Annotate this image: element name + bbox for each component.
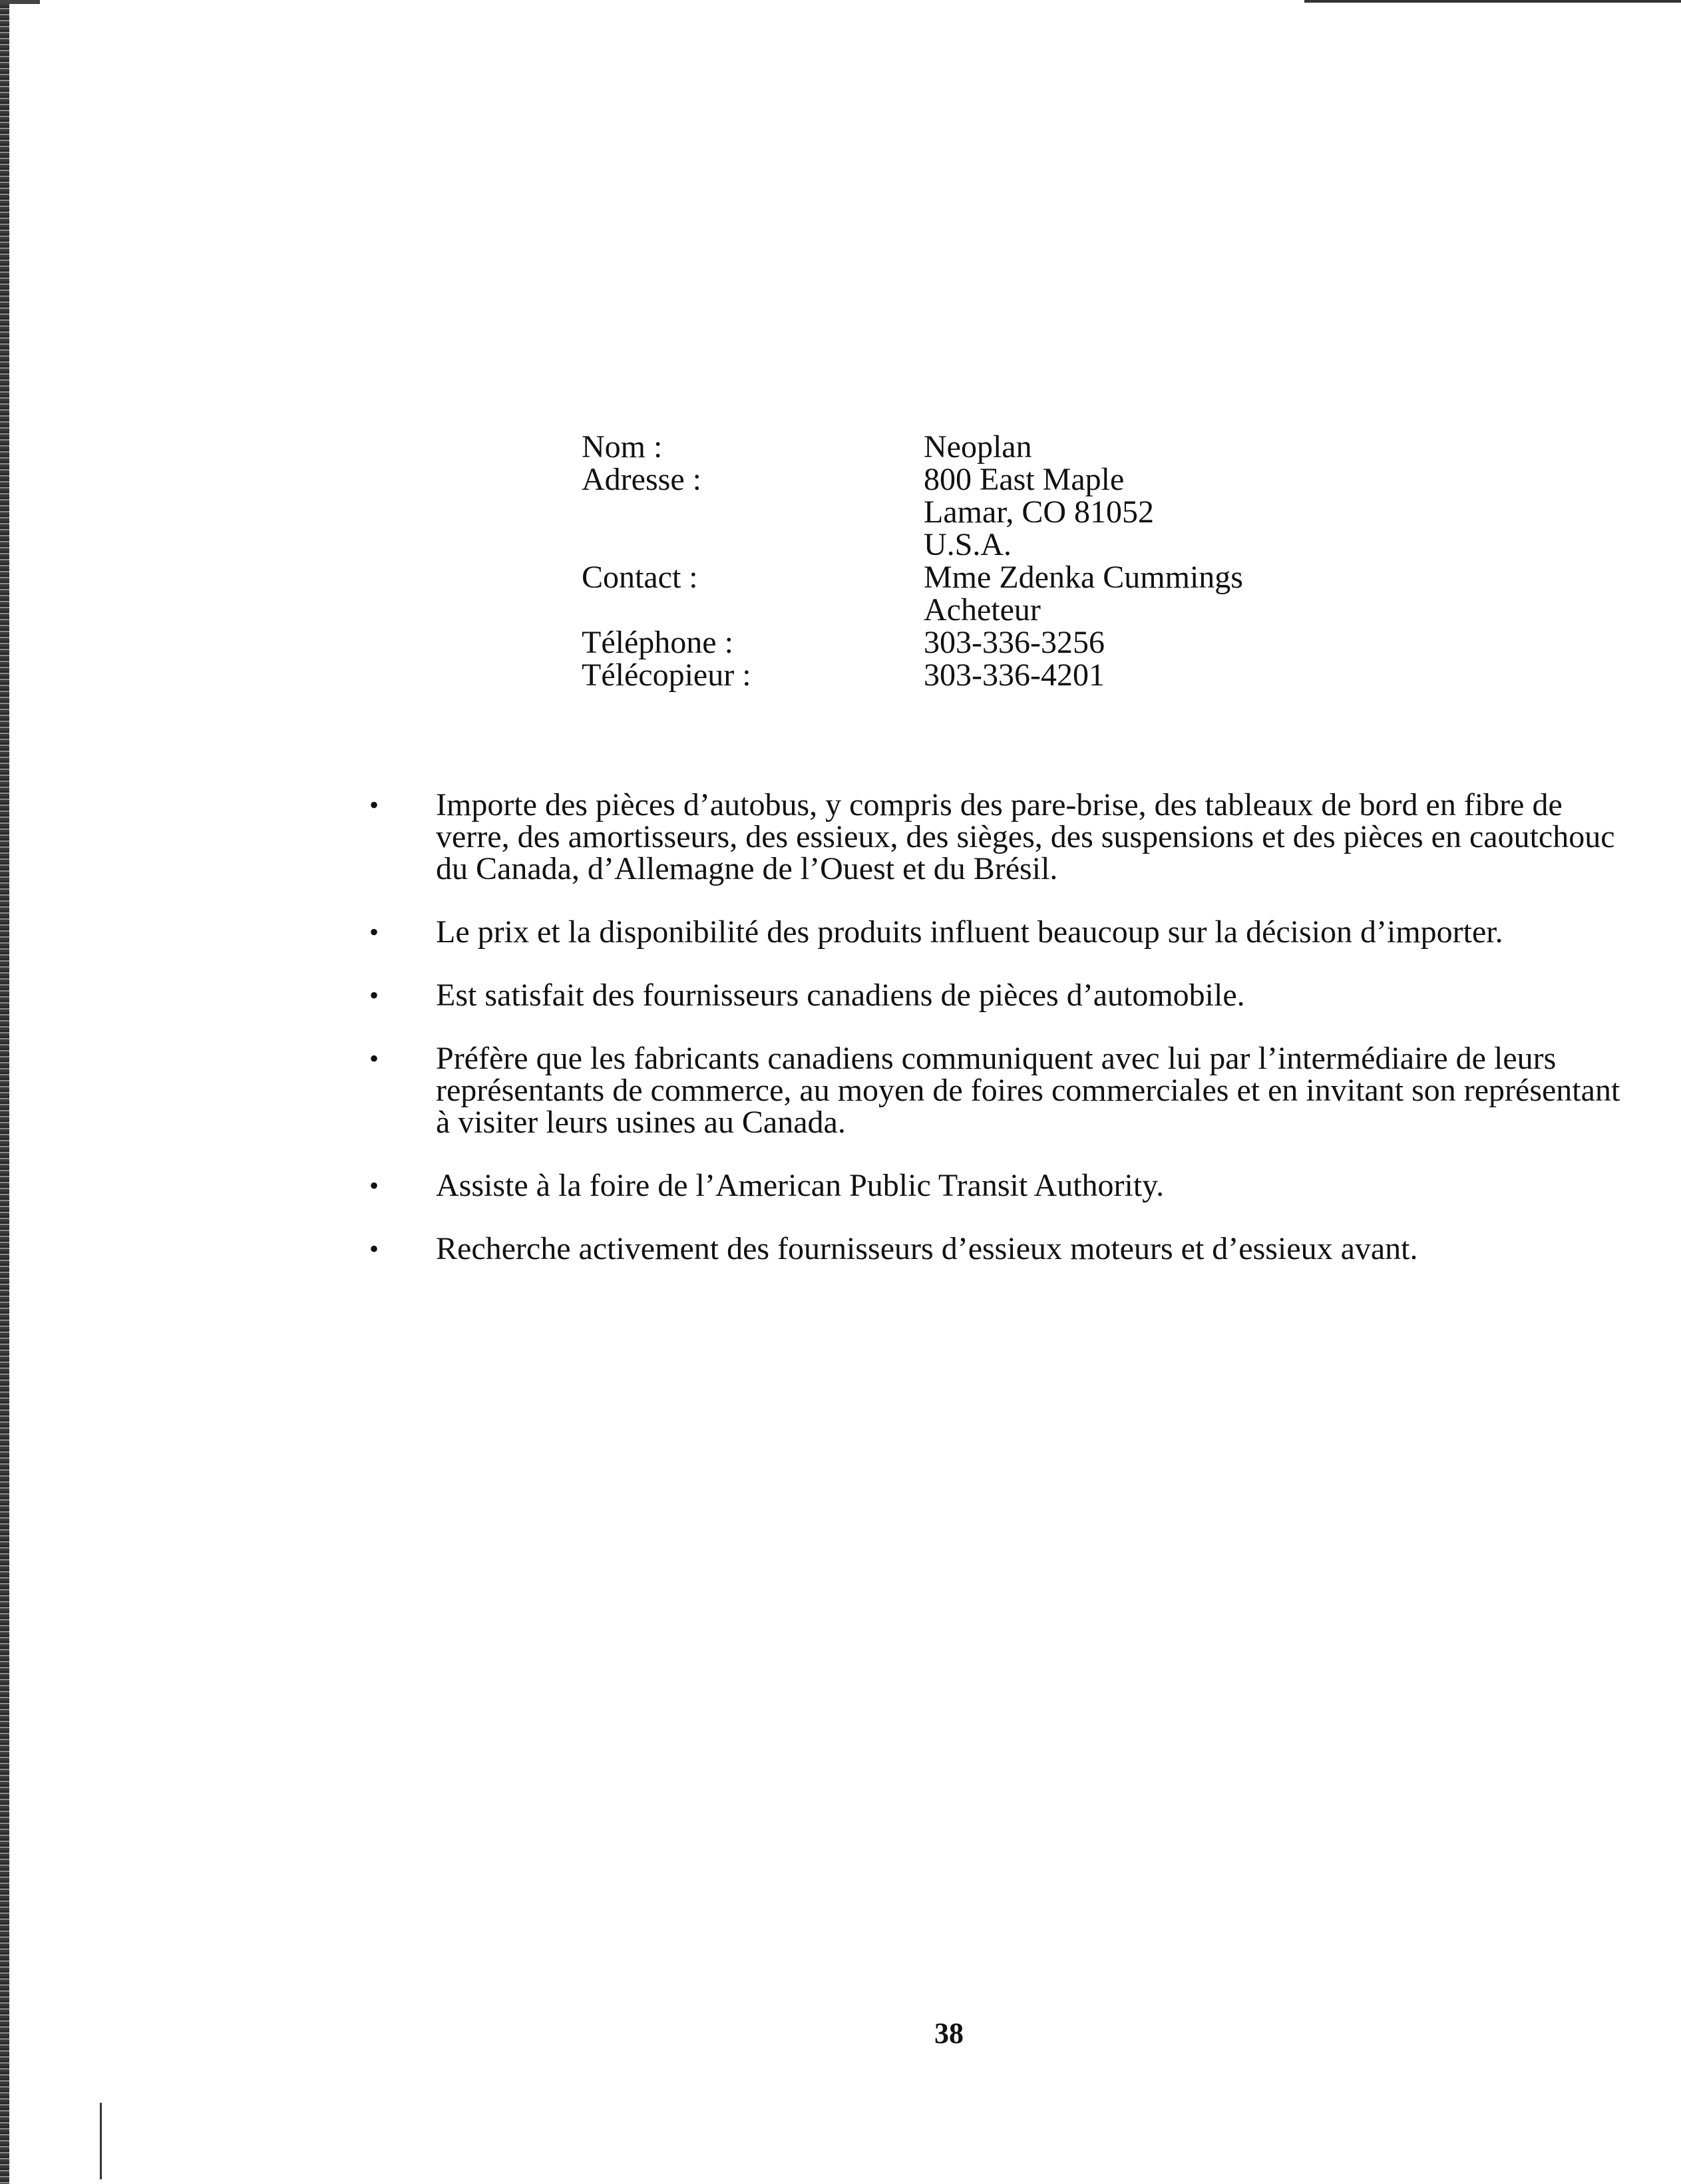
contact-label: Contact : [582,560,698,595]
adresse-row [582,464,1243,562]
telecopieur-label: Télécopieur : [582,657,751,693]
bullet-icon: • [369,980,379,1010]
telecopieur-row [582,659,1243,692]
bullet-icon: • [369,790,379,820]
nom-label: Nom : [582,429,663,464]
bullet-icon: • [369,917,379,947]
list-item [369,980,1634,1011]
bullet-icon: • [369,1171,379,1200]
adresse-line: 800 East Maple [924,462,1125,497]
scan-edge-artifact [0,0,9,2184]
bullet-text: Est satisfait des fournisseurs canadiens de pièces d’automobile. [436,978,1245,1013]
bullet-list [369,789,1634,1296]
telephone-value: 303-336-3256 [924,625,1105,660]
nom-value: Neoplan [924,429,1032,464]
bullet-icon: • [369,1234,379,1264]
adresse-line: Lamar, CO 81052 [924,494,1155,530]
telecopieur-value: 303-336-4201 [924,657,1105,693]
page-number: 38 [934,2017,964,2050]
contact-person: Mme Zdenka Cummings [924,560,1243,595]
bullet-text: Préfère que les fabricants canadiens communiquent avec lui par l’intermédiaire de leurs représentants de commerce, au moyen de foires commerciales et en invitant son représentant à visiter leurs usines au Canada. [436,1041,1620,1140]
list-item [369,1233,1634,1265]
bullet-text: Assiste à la foire de l’American Public Transit Authority. [436,1168,1165,1203]
scan-corner-artifact [0,0,40,4]
bullet-icon: • [369,1043,379,1073]
scan-margin-mark [100,2103,102,2179]
nom-row [582,431,1243,464]
contact-row [582,562,1243,627]
telephone-label: Téléphone : [582,625,733,660]
list-item [369,789,1634,885]
adresse-line: U.S.A. [924,527,1012,562]
list-item [369,916,1634,948]
list-item [369,1043,1634,1139]
bullet-text: Importe des pièces d’autobus, y compris des pare-brise, des tableaux de bord en fibre de verre, des amortisseurs, des essieux, des sièges, des suspensions et des pièces en caoutchouc du Canada, d’Allemagne de l’Ouest et du Brésil. [436,787,1615,886]
scan-top-border-artifact [1304,0,1681,3]
telephone-row [582,627,1243,659]
adresse-label: Adresse : [582,462,701,497]
contact-block [582,431,1243,692]
list-item [369,1170,1634,1202]
bullet-text: Le prix et la disponibilité des produits influent beaucoup sur la décision d’importer. [436,914,1503,950]
bullet-text: Recherche activement des fournisseurs d’essieux moteurs et d’essieux avant. [436,1231,1418,1266]
contact-title: Acheteur [924,592,1041,628]
